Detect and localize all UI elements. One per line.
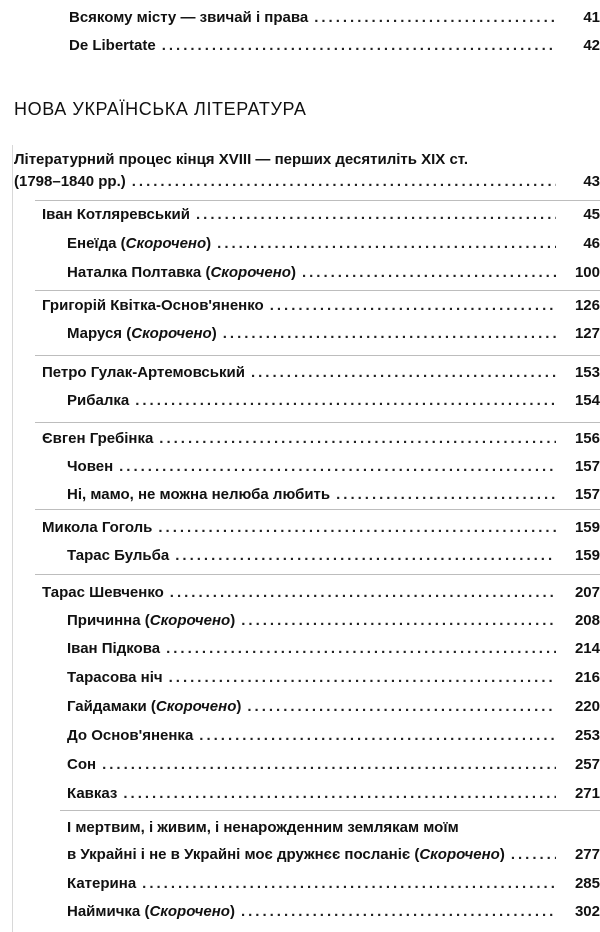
entry-page: 214 [574, 640, 600, 657]
group-divider [35, 574, 600, 575]
toc-work[interactable] [0, 756, 600, 776]
dot-leader [241, 612, 556, 629]
dot-leader [166, 640, 556, 657]
dot-leader [302, 264, 556, 281]
toc-work[interactable] [0, 903, 600, 923]
dot-leader [119, 458, 556, 475]
toc-work[interactable] [0, 458, 600, 478]
period-title-line2: (1798–1840 рр.) [14, 173, 126, 190]
entry-page: 156 [574, 430, 600, 447]
toc-work[interactable] [0, 875, 600, 895]
entry-page: 153 [574, 364, 600, 381]
work-title: Гайдамаки (Скорочено) [67, 698, 242, 715]
dot-leader [175, 547, 556, 564]
group-divider [35, 200, 600, 201]
dot-leader [169, 669, 556, 686]
toc-author[interactable] [0, 584, 600, 604]
work-title: До Основ'яненка [67, 727, 194, 744]
toc-work[interactable] [0, 547, 600, 567]
entry-page: 208 [574, 612, 600, 629]
toc-author[interactable] [0, 430, 600, 450]
work-title: Рибалка [67, 392, 130, 409]
work-title: Тарасова ніч [67, 669, 163, 686]
dot-leader [511, 846, 556, 863]
dot-leader [123, 785, 556, 802]
entry-page: 42 [583, 37, 600, 54]
dot-leader [159, 430, 556, 447]
toc-work[interactable] [0, 727, 600, 747]
work-title: в Украйні і не в Украйні моє дружнєє посланіє (Скорочено) [67, 846, 505, 863]
entry-page: 207 [574, 584, 600, 601]
dot-leader [247, 698, 556, 715]
entry-page: 46 [583, 235, 600, 252]
work-title: Енеїда (Скорочено) [67, 235, 212, 252]
entry-page: 302 [574, 903, 600, 920]
work-title: Наталка Полтавка (Скорочено) [67, 264, 296, 281]
toc-entry[interactable] [0, 37, 600, 57]
toc-work[interactable] [0, 264, 600, 284]
group-divider [35, 355, 600, 356]
group-divider [35, 509, 600, 510]
entry-page: 157 [574, 458, 600, 475]
work-title: Причинна (Скорочено) [67, 612, 236, 629]
toc-work[interactable] [0, 669, 600, 689]
work-title-line1[interactable]: І мертвим, і живим, і ненарожденним землякам моїм [67, 819, 459, 836]
dot-leader [102, 756, 556, 773]
entry-page: 220 [574, 698, 600, 715]
dot-leader [132, 173, 556, 190]
work-title: Наймичка (Скорочено) [67, 903, 235, 920]
entry-page: 154 [574, 392, 600, 409]
entry-page: 159 [574, 547, 600, 564]
group-divider [35, 290, 600, 291]
dot-leader [162, 37, 556, 54]
entry-page: 257 [574, 756, 600, 773]
entry-page: 253 [574, 727, 600, 744]
toc-work[interactable] [0, 486, 600, 506]
period-title-line1[interactable]: Літературний процес кінця XVIII — перших десятиліть XIX ст. [14, 151, 469, 168]
entry-page: 157 [574, 486, 600, 503]
entry-page: 45 [583, 206, 600, 223]
work-title: Іван Підкова [67, 640, 161, 657]
entry-page: 216 [574, 669, 600, 686]
work-title: Тарас Бульба [67, 547, 170, 564]
group-divider [35, 422, 600, 423]
work-title: Ні, мамо, не можна нелюба любить [67, 486, 331, 503]
author-name: Григорій Квітка-Основ'яненко [42, 297, 264, 314]
section-heading: НОВА УКРАЇНСЬКА ЛІТЕРАТУРА [14, 99, 307, 119]
toc-work[interactable] [0, 235, 600, 255]
dot-leader [241, 903, 556, 920]
toc-author[interactable] [0, 519, 600, 539]
dot-leader [142, 875, 556, 892]
entry-page: 285 [574, 875, 600, 892]
toc-entry-period[interactable] [0, 173, 600, 193]
dot-leader [251, 364, 556, 381]
dot-leader [223, 325, 556, 342]
toc-author[interactable] [0, 364, 600, 384]
author-name: Микола Гоголь [42, 519, 153, 536]
toc-work[interactable] [0, 612, 600, 632]
toc-work[interactable] [0, 846, 600, 866]
dot-leader [270, 297, 556, 314]
dot-leader [170, 584, 556, 601]
entry-page: 277 [574, 846, 600, 863]
entry-page: 41 [583, 9, 600, 26]
entry-page: 126 [574, 297, 600, 314]
entry-page: 159 [574, 519, 600, 536]
entry-divider [60, 810, 600, 811]
work-title: Маруся (Скорочено) [67, 325, 217, 342]
toc-work[interactable] [0, 392, 600, 412]
author-name: Іван Котляревський [42, 206, 191, 223]
entry-title: De Libertate [69, 37, 156, 54]
dot-leader [196, 206, 556, 223]
author-name: Тарас Шевченко [42, 584, 164, 601]
toc-author[interactable] [0, 206, 600, 226]
entry-title: Всякому місту — звичай і права [69, 9, 309, 26]
work-title: Сон [67, 756, 97, 773]
toc-work[interactable] [0, 325, 600, 345]
entry-page: 271 [574, 785, 600, 802]
work-title: Кавказ [67, 785, 118, 802]
toc-author[interactable] [0, 297, 600, 317]
dot-leader [314, 9, 556, 26]
dot-leader [158, 519, 556, 536]
dot-leader [336, 486, 556, 503]
toc-work[interactable] [0, 698, 600, 718]
toc-work[interactable] [0, 640, 600, 660]
work-title: Катерина [67, 875, 137, 892]
dot-leader [135, 392, 556, 409]
toc-entry[interactable] [0, 9, 600, 29]
entry-page: 127 [574, 325, 600, 342]
dot-leader [217, 235, 556, 252]
entry-page: 100 [574, 264, 600, 281]
work-title: Човен [67, 458, 114, 475]
author-name: Петро Гулак-Артемовський [42, 364, 245, 381]
toc-work[interactable] [0, 785, 600, 805]
dot-leader [199, 727, 556, 744]
author-name: Євген Гребінка [42, 430, 154, 447]
entry-page: 43 [583, 173, 600, 190]
